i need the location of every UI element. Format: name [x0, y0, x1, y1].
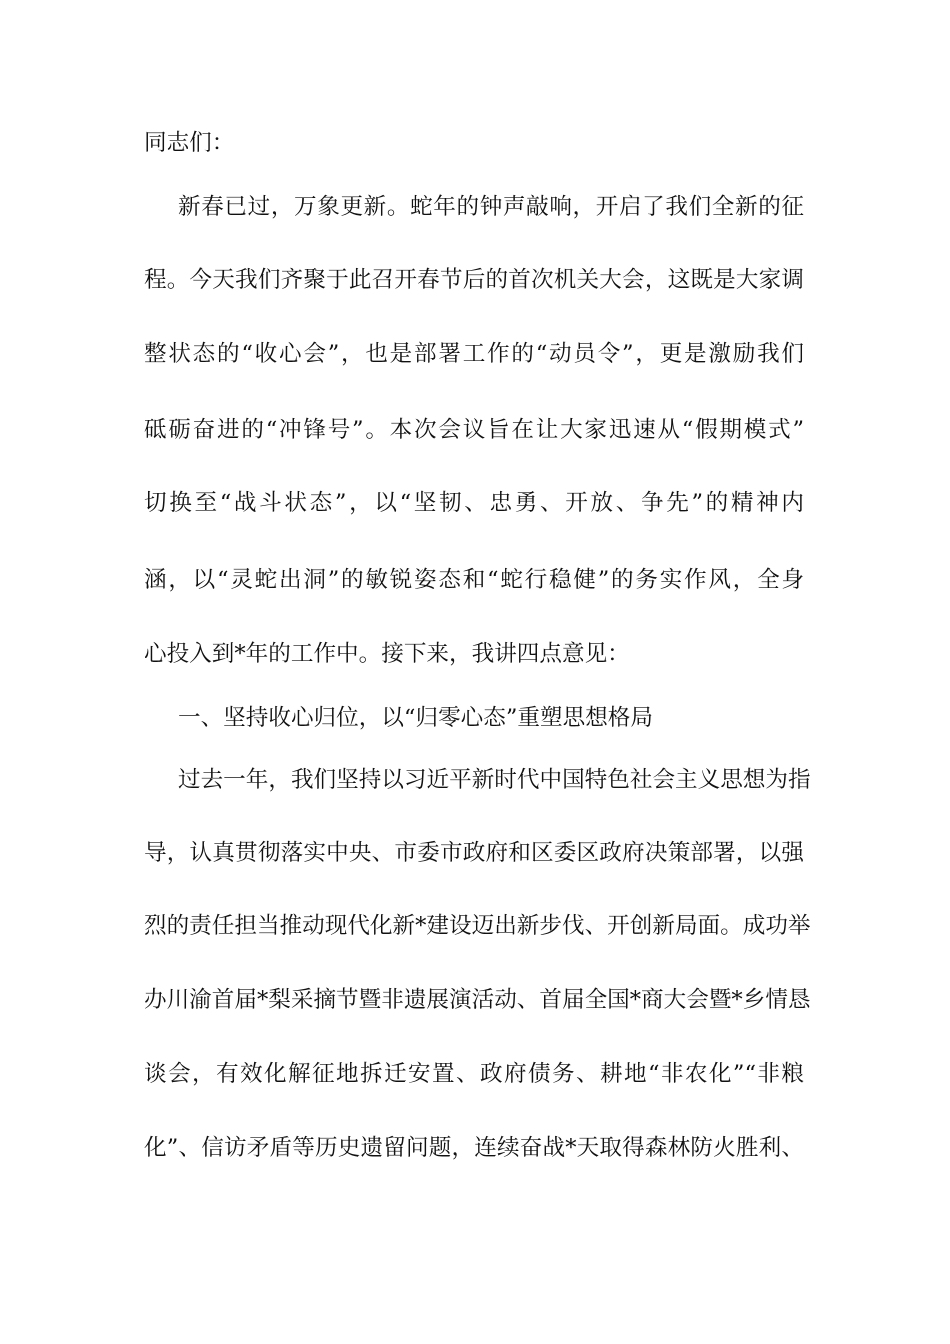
paragraph-2-line-2: 导，认真贯彻落实中央、市委市政府和区委区政府决策部署，以强: [144, 840, 804, 866]
paragraph-2-line-3: 烈的责任担当推动现代化新*建设迈出新步伐、开创新局面。成功举: [144, 913, 811, 939]
paragraph-1-line-3: 整状态的“收心会”，也是部署工作的“动员令”，更是激励我们: [144, 341, 804, 367]
paragraph-2-line-4: 办川渝首届*梨采摘节暨非遗展演活动、首届全国*商大会暨*乡情恳: [144, 987, 811, 1013]
paragraph-1-line-2: 程。今天我们齐聚于此召开春节后的首次机关大会，这既是大家调: [144, 267, 804, 293]
section-heading-1: 一、坚持收心归位，以“归零心态”重塑思想格局: [178, 705, 653, 731]
paragraph-1-line-4: 砥砺奋进的“冲锋号”。本次会议旨在让大家迅速从“假期模式”: [144, 417, 804, 443]
salutation: 同志们：: [144, 130, 235, 156]
paragraph-2-line-1: 过去一年，我们坚持以习近平新时代中国特色社会主义思想为指: [178, 767, 811, 793]
paragraph-1-line-6: 涵，以“灵蛇出洞”的敏锐姿态和“蛇行稳健”的务实作风，全身: [144, 567, 804, 593]
paragraph-2-line-6: 化”、信访矛盾等历史遗留问题，连续奋战*天取得森林防火胜利、: [144, 1135, 804, 1161]
paragraph-1-line-1: 新春已过，万象更新。蛇年的钟声敲响，开启了我们全新的征: [178, 194, 804, 220]
paragraph-1-line-7: 心投入到*年的工作中。接下来，我讲四点意见：: [144, 641, 630, 667]
paragraph-1-line-5: 切换至“战斗状态”，以“坚韧、忠勇、开放、争先”的精神内: [144, 490, 804, 516]
paragraph-2-line-5: 谈会，有效化解征地拆迁安置、政府债务、耕地“非农化”“非粮: [144, 1061, 804, 1087]
